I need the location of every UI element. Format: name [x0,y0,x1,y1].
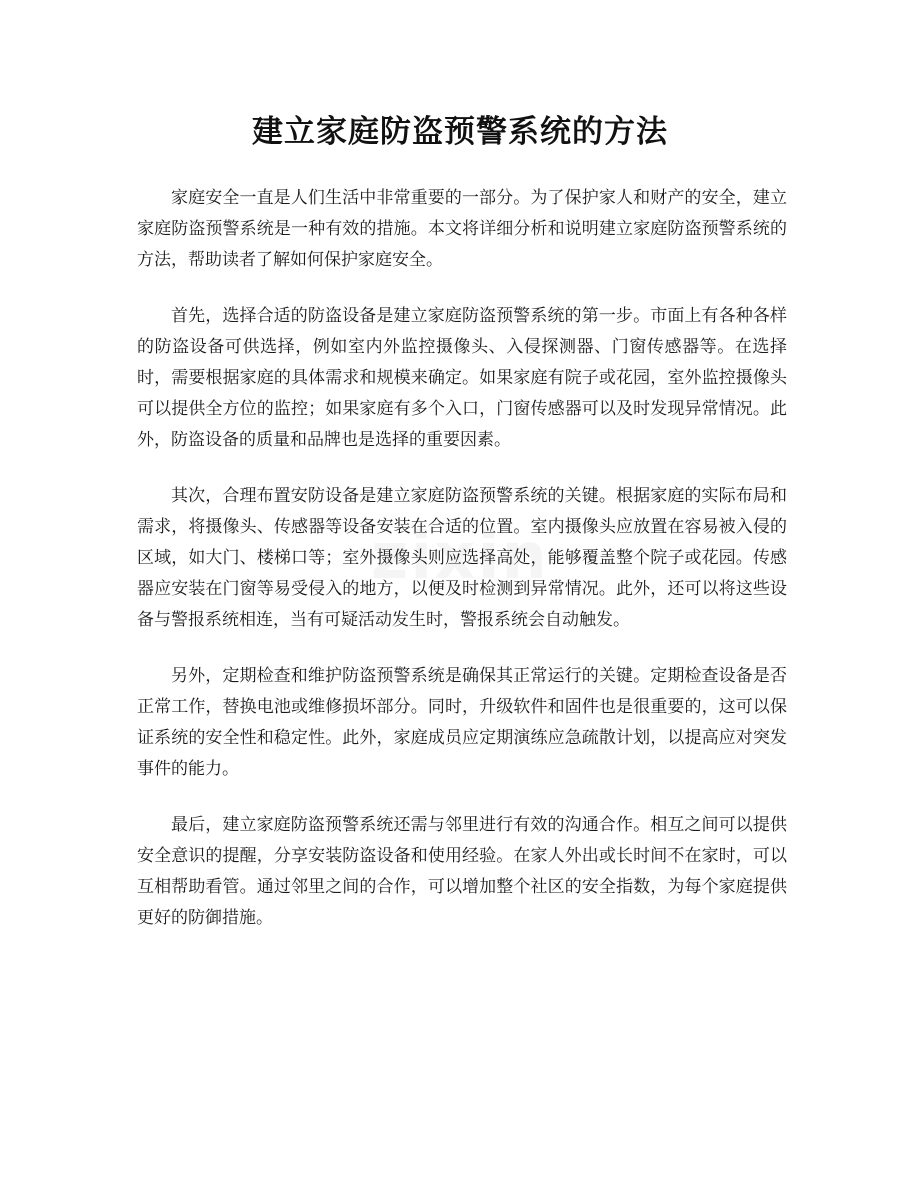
paragraph-intro: 家庭安全一直是人们生活中非常重要的一部分。为了保护家人和财产的安全，建立家庭防盗预警系统是一种有效的措施。本文将详细分析和说明建立家庭防盗预警系统的方法，帮助读者了解如何保护家庭安全。 [137,188,787,270]
paragraph-choose-devices: 首先，选择合适的防盗设备是建立家庭防盗预警系统的第一步。市面上有各种各样的防盗设备可供选择，例如室内外监控摄像头、入侵探测器、门窗传感器等。在选择时，需要根据家庭的具体需求和规模来确定。如果家庭有院子或花园，室外监控摄像头可以提供全方位的监控；如果家庭有多个入口，门窗传感器可以及时发现异常情况。此外，防盗设备的质量和品牌也是选择的重要因素。 [137,306,787,450]
paragraph-neighbors: 最后，建立家庭防盗预警系统还需与邻里进行有效的沟通合作。相互之间可以提供安全意识的提醒，分享安装防盗设备和使用经验。在家人外出或长时间不在家时，可以互相帮助看管。通过邻里之间的合作，可以增加整个社区的安全指数，为每个家庭提供更好的防御措施。 [137,815,787,928]
document-title: 建立家庭防盗预警系统的方法 [252,114,668,150]
document-body [137,183,787,959]
paragraph-arrange-devices: 其次，合理布置安防设备是建立家庭防盗预警系统的关键。根据家庭的实际布局和需求，将摄像头、传感器等设备安装在合适的位置。室内摄像头应放置在容易被入侵的区域，如大门、楼梯口等；室外摄像头则应选择高处，能够覆盖整个院子或花园。传感器应安装在门窗等易受侵入的地方，以便及时检测到异常情况。此外，还可以将这些设备与警报系统相连，当有可疑活动发生时，警报系统会自动触发。 [137,486,787,630]
paragraph-maintenance: 另外，定期检查和维护防盗预警系统是确保其正常运行的关键。定期检查设备是否正常工作，替换电池或维修损坏部分。同时，升级软件和固件也是很重要的，这可以保证系统的安全性和稳定性。此外，家庭成员应定期演练应急疏散计划，以提高应对突发事件的能力。 [137,666,787,779]
